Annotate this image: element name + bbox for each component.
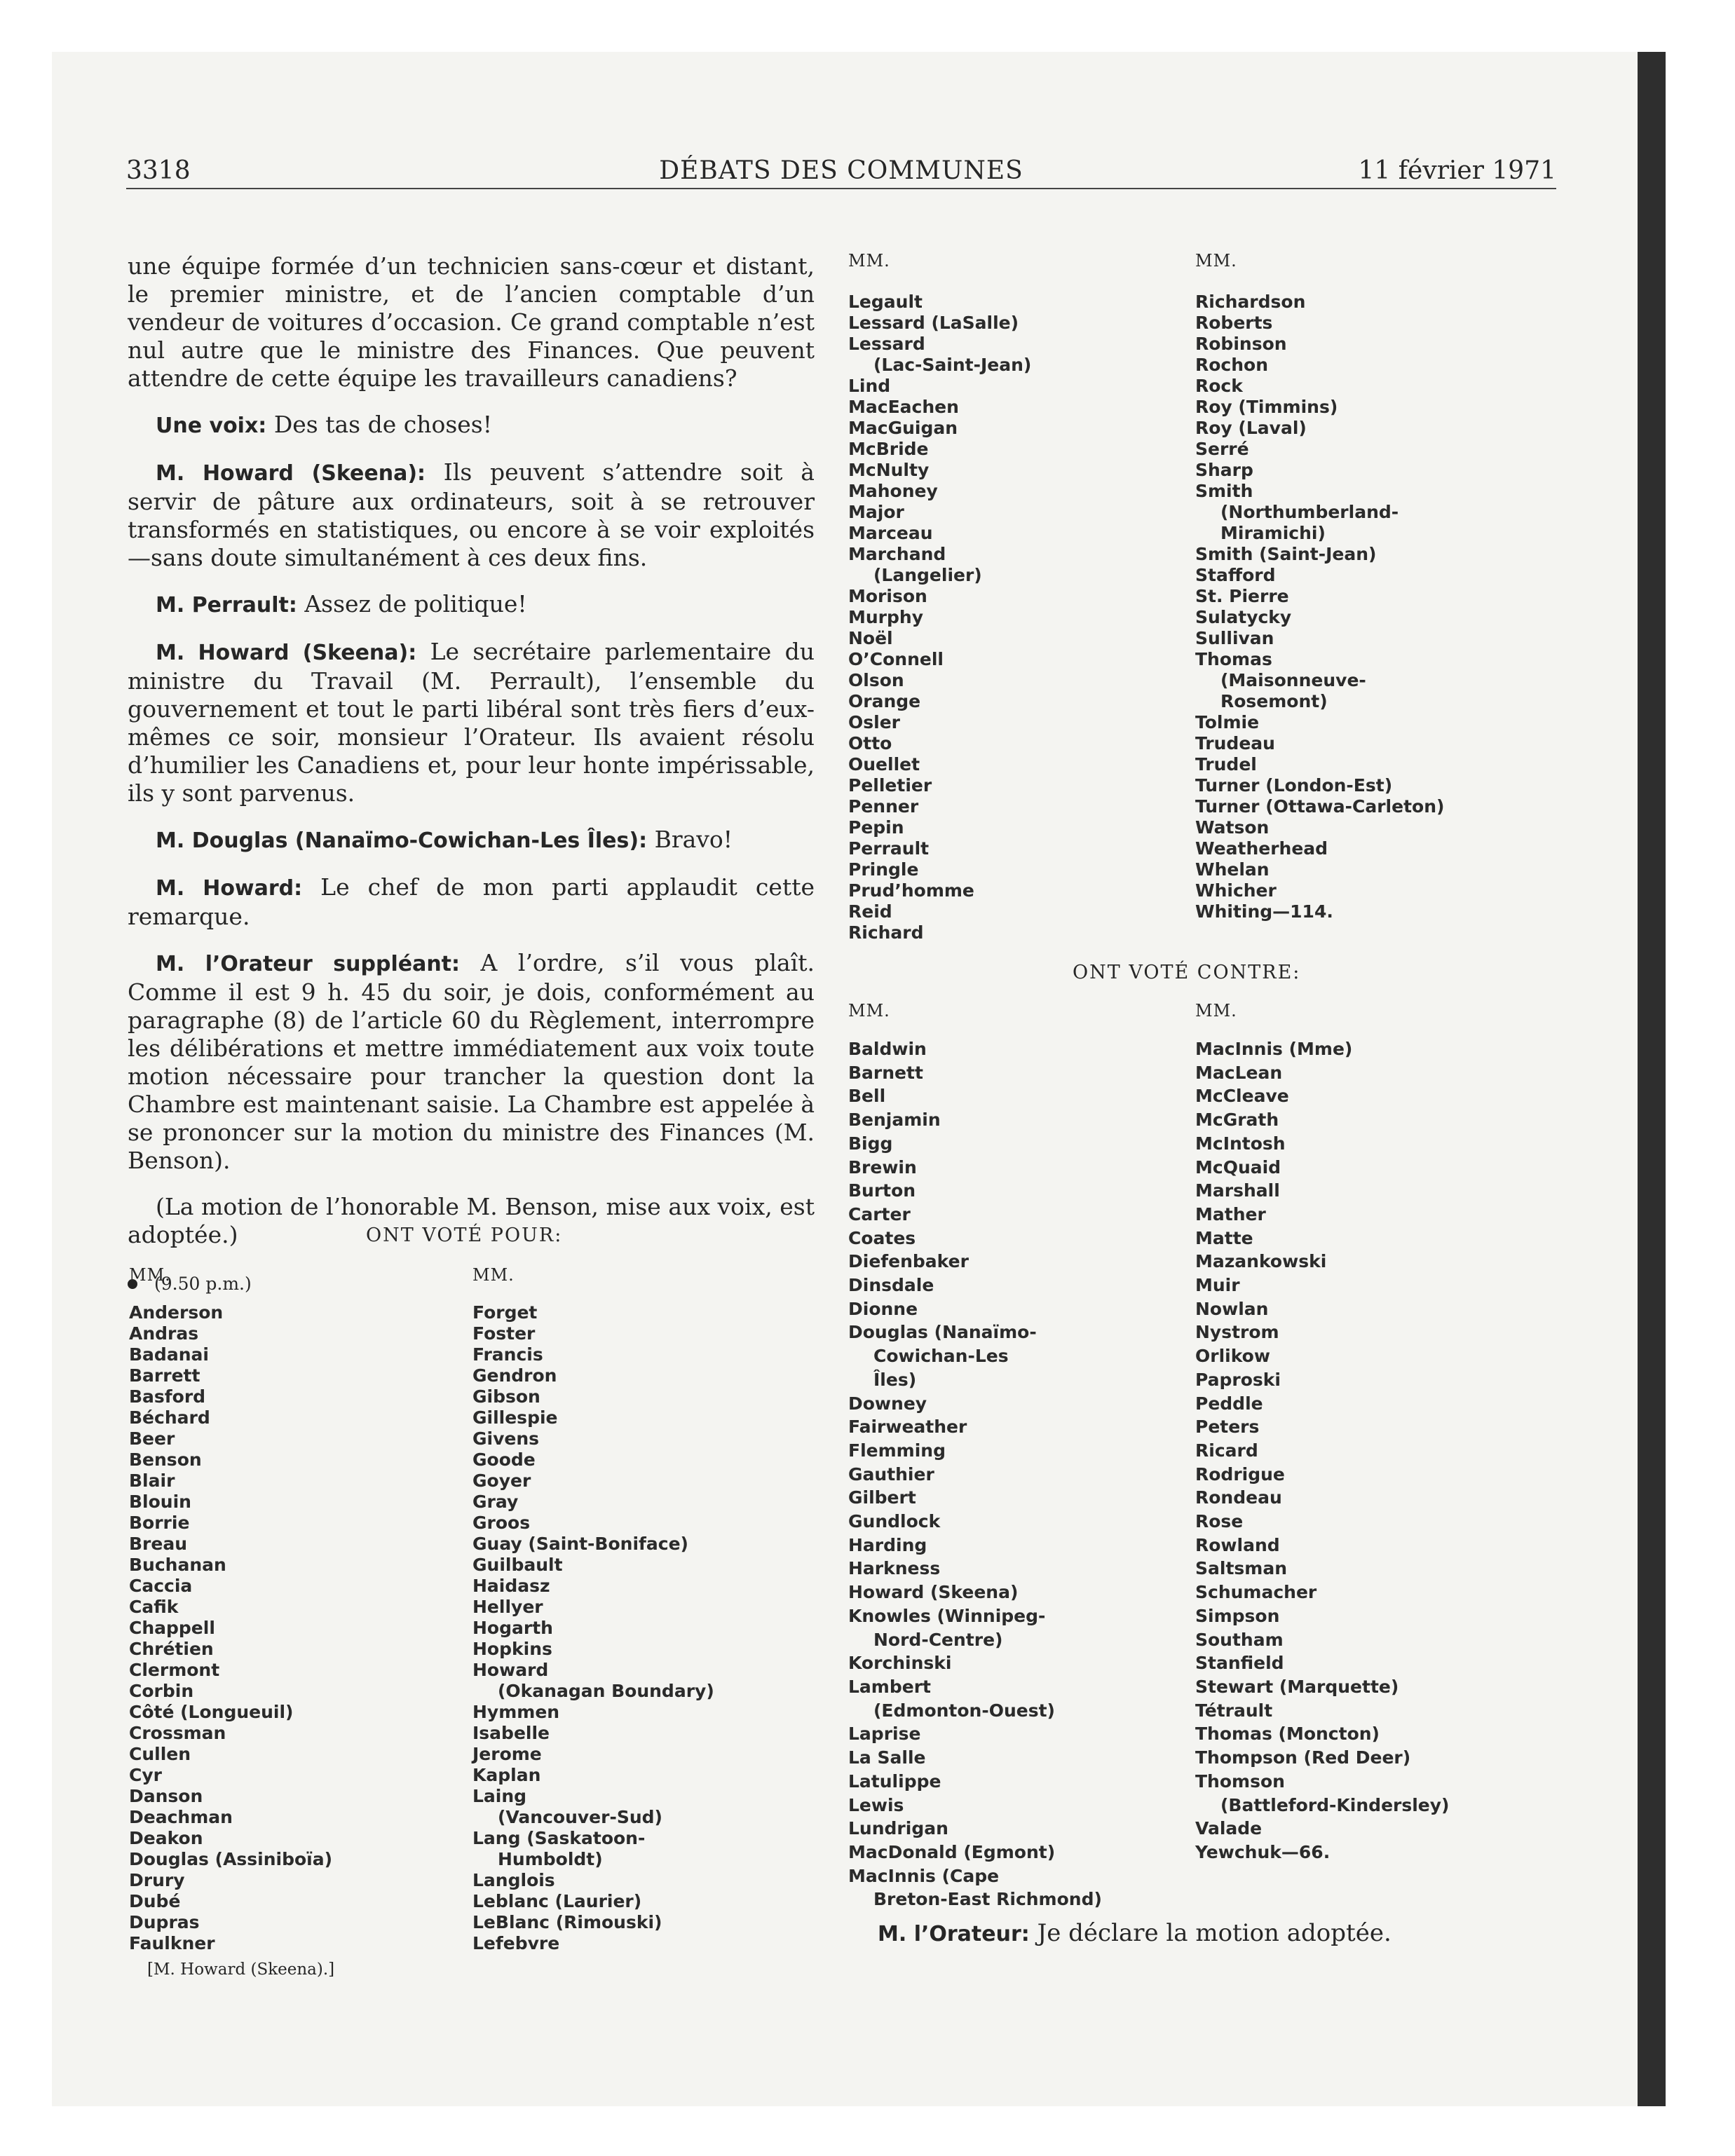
member-name: Knowles (Winnipeg- Nord-Centre) <box>848 1605 1046 1650</box>
member-name: Prud’homme <box>848 880 974 901</box>
member-name: Gendron <box>472 1365 557 1386</box>
member-name: Dupras <box>129 1912 200 1932</box>
member-name: MacDonald (Egmont) <box>848 1841 1056 1862</box>
member-name: Francis <box>472 1344 543 1365</box>
member-name: Cullen <box>129 1744 191 1764</box>
member-name: Tétrault <box>1195 1700 1273 1721</box>
member-name: Laprise <box>848 1724 921 1745</box>
member-name: Penner <box>848 796 919 817</box>
member-name: Diefenbaker <box>848 1251 969 1272</box>
member-name: Peters <box>1195 1417 1260 1438</box>
member-name: Roberts <box>1195 313 1273 333</box>
member-name: Nowlan <box>1195 1298 1269 1319</box>
paragraph <box>128 638 815 807</box>
member-name: Douglas (Assiniboïa) <box>129 1849 333 1869</box>
paragraph-text: A l’ordre, s’il vous plaît. Comme il est 9 h. 45 du soir, je dois, conformément au paragraphe (8) de l’article 60 du Règlement, interrompre les délibérations et mettre immédiatement aux voix toute motion nécessaire pour trancher la question dont la Chambre est maintenant saisie. La Chambre est appelée à se prononcer sur la motion du ministre des Finances (M. Benson). <box>128 949 815 1174</box>
member-name: Turner (Ottawa-Carleton) <box>1195 796 1445 817</box>
member-name: Brewin <box>848 1157 917 1178</box>
member-name: Laing (Vancouver-Sud) <box>472 1786 662 1827</box>
member-name: McQuaid <box>1195 1157 1281 1178</box>
member-name: MacGuigan <box>848 418 958 438</box>
member-name: Badanai <box>129 1344 209 1365</box>
speaker: M. Howard (Skeena): <box>156 461 426 486</box>
paragraph-text: Bravo! <box>654 826 733 853</box>
member-name: Schumacher <box>1195 1582 1317 1603</box>
member-name: Paproski <box>1195 1369 1281 1390</box>
member-name: Foster <box>472 1323 536 1344</box>
member-name: Richard <box>848 922 924 943</box>
member-name: Hogarth <box>472 1618 553 1638</box>
member-name: Ouellet <box>848 754 920 775</box>
member-name: Lambert (Edmonton-Ouest) <box>848 1676 1055 1721</box>
member-name: McNulty <box>848 460 930 480</box>
member-name: Breau <box>129 1534 188 1554</box>
publication-title: DÉBATS DES COMMUNES <box>659 156 1023 185</box>
member-name: Whiting—114. <box>1195 901 1333 922</box>
member-name: Corbin <box>129 1681 194 1701</box>
member-name: Gilbert <box>848 1487 916 1508</box>
member-name: Rodrigue <box>1195 1464 1285 1485</box>
member-name: Muir <box>1195 1275 1240 1296</box>
member-name: Beer <box>129 1428 175 1449</box>
member-name: Caccia <box>129 1576 193 1596</box>
paragraph <box>128 411 815 440</box>
member-name: Basford <box>129 1386 206 1407</box>
final-statement <box>878 1919 1392 1949</box>
votes-for-column-1 <box>129 1302 458 1954</box>
member-name: Kaplan <box>472 1765 541 1785</box>
member-name: Thompson (Red Deer) <box>1195 1747 1411 1768</box>
member-name: Jerome <box>472 1744 542 1764</box>
column-header: MM. <box>1195 251 1237 271</box>
header-rule <box>126 188 1556 189</box>
member-name: Deakon <box>129 1828 203 1848</box>
member-name: Sullivan <box>1195 628 1274 648</box>
column-header: MM. <box>848 251 890 271</box>
member-name: Roy (Laval) <box>1195 418 1307 438</box>
member-name: Hellyer <box>472 1597 543 1617</box>
paragraph-text: (La motion de l’honorable M. Benson, mise aux voix, est adoptée.) <box>128 1193 815 1248</box>
member-name: Thomas (Maisonneuve- Rosemont) <box>1195 649 1366 711</box>
member-name: Murphy <box>848 607 923 627</box>
member-name: Pelletier <box>848 775 932 796</box>
member-name: Isabelle <box>472 1723 550 1743</box>
member-name: Thomas (Moncton) <box>1195 1724 1380 1745</box>
member-name: Forget <box>472 1302 538 1323</box>
member-name: Baldwin <box>848 1039 927 1059</box>
paragraph-text: Ils peuvent s’attendre soit à servir de pâture aux ordinateurs, soit à se retrouver transformés en statistiques, ou encore à se voir exploités—sans doute simultanément à ces deux fins. <box>128 458 815 571</box>
member-name: Perrault <box>848 838 930 859</box>
member-name: Reid <box>848 901 892 922</box>
member-name: La Salle <box>848 1747 926 1768</box>
member-name: Smith (Saint-Jean) <box>1195 544 1377 564</box>
paragraph <box>128 458 815 572</box>
member-name: Rochon <box>1195 355 1269 375</box>
member-name: Pepin <box>848 817 904 838</box>
member-name: Burton <box>848 1180 916 1201</box>
member-name: Gillespie <box>472 1407 558 1428</box>
member-name: Drury <box>129 1870 185 1890</box>
member-name: Marshall <box>1195 1180 1280 1201</box>
member-name: Simpson <box>1195 1605 1280 1626</box>
member-name: Korchinski <box>848 1653 952 1674</box>
member-name: Saltsman <box>1195 1558 1287 1579</box>
speaker: Une voix: <box>156 414 267 438</box>
votes-against-heading: ONT VOTÉ CONTRE: <box>1073 962 1301 983</box>
paragraph <box>128 252 815 393</box>
member-name: Flemming <box>848 1440 946 1461</box>
member-name: Deachman <box>129 1807 233 1827</box>
member-name: Howard (Okanagan Boundary) <box>472 1660 714 1701</box>
member-name: Robinson <box>1195 334 1287 354</box>
member-name: Cyr <box>129 1765 162 1785</box>
member-name: Lefebvre <box>472 1933 560 1953</box>
member-name: Mazankowski <box>1195 1251 1327 1272</box>
member-name: Leblanc (Laurier) <box>472 1891 642 1911</box>
timestamp <box>128 1270 815 1298</box>
member-name: MacLean <box>1195 1062 1283 1083</box>
member-name: Latulippe <box>848 1770 941 1792</box>
member-name: Thomson (Battleford-Kindersley) <box>1195 1770 1450 1815</box>
member-name: Barrett <box>129 1365 200 1386</box>
member-name: Valade <box>1195 1818 1263 1839</box>
member-name: Hopkins <box>472 1639 552 1659</box>
member-name: Yewchuk—66. <box>1195 1841 1331 1862</box>
member-name: Marchand (Langelier) <box>848 544 982 585</box>
member-name: Douglas (Nanaïmo- Cowichan-Les Îles) <box>848 1322 1037 1390</box>
member-name: Peddle <box>1195 1393 1263 1414</box>
member-name: Morison <box>848 586 927 606</box>
closing-note: [M. Howard (Skeena).] <box>147 1960 335 1979</box>
member-name: O’Connell <box>848 649 944 669</box>
page-binding-edge <box>1638 52 1666 2106</box>
member-name: Rock <box>1195 376 1243 396</box>
member-name: Rondeau <box>1195 1487 1282 1508</box>
paragraph <box>128 949 815 1175</box>
votes-against-column-2 <box>1195 1037 1560 1864</box>
member-name: Lang (Saskatoon- Humboldt) <box>472 1828 646 1869</box>
member-name: MacInnis (Mme) <box>1195 1039 1353 1059</box>
timestamp-text: (9.50 p.m.) <box>154 1274 252 1294</box>
member-name: Orlikow <box>1195 1346 1270 1367</box>
member-name: Côté (Longueuil) <box>129 1702 294 1722</box>
member-name: Lind <box>848 376 891 396</box>
member-name: Matte <box>1195 1227 1253 1248</box>
debate-text <box>128 252 815 1298</box>
column-header: MM. <box>129 1265 171 1285</box>
statement-text: Je déclare la motion adoptée. <box>1037 1919 1392 1947</box>
member-name: Whicher <box>1195 880 1277 901</box>
speaker: M. Howard (Skeena): <box>156 641 417 665</box>
member-name: Gundlock <box>848 1511 941 1532</box>
member-name: Sharp <box>1195 460 1253 480</box>
paragraph <box>128 590 815 620</box>
votes-for-column-4 <box>1195 292 1560 922</box>
member-name: Gauthier <box>848 1464 934 1485</box>
member-name: McBride <box>848 439 929 459</box>
member-name: Trudel <box>1195 754 1257 775</box>
member-name: Lessard (LaSalle) <box>848 313 1019 333</box>
member-name: Cafik <box>129 1597 179 1617</box>
member-name: Gray <box>472 1492 519 1512</box>
member-name: Anderson <box>129 1302 224 1323</box>
member-name: Chrétien <box>129 1639 214 1659</box>
member-name: Béchard <box>129 1407 210 1428</box>
member-name: Groos <box>472 1513 531 1533</box>
member-name: Roy (Timmins) <box>1195 397 1338 417</box>
member-name: Dionne <box>848 1298 918 1319</box>
member-name: Mahoney <box>848 481 938 501</box>
member-name: Howard (Skeena) <box>848 1582 1019 1603</box>
member-name: Lundrigan <box>848 1818 948 1839</box>
member-name: Legault <box>848 292 923 312</box>
member-name: Goode <box>472 1449 536 1470</box>
speaker: M. l’Orateur: <box>878 1922 1030 1946</box>
member-name: Bell <box>848 1086 886 1107</box>
member-name: Danson <box>129 1786 203 1806</box>
member-name: Pringle <box>848 859 919 880</box>
member-name: McIntosh <box>1195 1133 1286 1154</box>
paragraph-text: Le chef de mon parti applaudit cette remarque. <box>128 873 815 930</box>
member-name: Langlois <box>472 1870 555 1890</box>
member-name: Coates <box>848 1227 916 1248</box>
member-name: Crossman <box>129 1723 226 1743</box>
member-name: St. Pierre <box>1195 586 1289 606</box>
member-name: Haidasz <box>472 1576 550 1596</box>
member-name: McCleave <box>1195 1086 1289 1107</box>
member-name: Smith (Northumberland- Miramichi) <box>1195 481 1399 543</box>
member-name: Blair <box>129 1471 175 1491</box>
member-name: Harkness <box>848 1558 941 1579</box>
member-name: Givens <box>472 1428 540 1449</box>
member-name: Osler <box>848 712 900 732</box>
votes-for-column-2 <box>472 1302 837 1954</box>
member-name: Andras <box>129 1323 199 1344</box>
member-name: Ricard <box>1195 1440 1258 1461</box>
member-name: Downey <box>848 1393 927 1414</box>
votes-for-column-3 <box>848 292 1178 943</box>
member-name: Goyer <box>472 1471 531 1491</box>
member-name: Rose <box>1195 1511 1244 1532</box>
paragraph-text: une équipe formée d’un technicien sans-cœur et distant, le premier ministre, et de l’ancien comptable d’un vendeur de voitures d’occasion. Ce grand comptable n’est nul autre que le ministre des Finances. Que peuvent attendre de cette équipe les travailleurs canadiens? <box>128 252 815 392</box>
speaker: M. Howard: <box>156 876 303 901</box>
member-name: Turner (London-Est) <box>1195 775 1393 796</box>
paragraph-text: Assez de politique! <box>304 590 527 618</box>
member-name: Hymmen <box>472 1702 560 1722</box>
member-name: Noël <box>848 628 893 648</box>
votes-for-heading: ONT VOTÉ POUR: <box>366 1224 563 1246</box>
speaker: M. Perrault: <box>156 593 297 618</box>
member-name: Dubé <box>129 1891 181 1911</box>
paragraph-text: Le secrétaire parlementaire du ministre du Travail (M. Perrault), l’ensemble du gouvernement et tout le parti libéral sont très fiers d’eux-mêmes ce soir, monsieur l’Orateur. Ils avaient résolu d’humilier les Canadiens et, pour leur honte impérissable, ils y sont parvenus. <box>128 638 815 807</box>
member-name: Marceau <box>848 523 933 543</box>
member-name: Lewis <box>848 1794 904 1815</box>
member-name: Chappell <box>129 1618 215 1638</box>
member-name: Benjamin <box>848 1110 941 1131</box>
member-name: Stanfield <box>1195 1653 1284 1674</box>
member-name: Olson <box>848 670 904 690</box>
running-header <box>126 154 1556 188</box>
member-name: Whelan <box>1195 859 1270 880</box>
votes-against-column-1 <box>848 1037 1185 1911</box>
member-name: Fairweather <box>848 1417 967 1438</box>
member-name: Watson <box>1195 817 1270 838</box>
member-name: Tolmie <box>1195 712 1260 732</box>
member-name: LeBlanc (Rimouski) <box>472 1912 662 1932</box>
member-name: Nystrom <box>1195 1322 1279 1343</box>
column-header: MM. <box>1195 1001 1237 1021</box>
member-name: Rowland <box>1195 1534 1280 1555</box>
speaker: M. l’Orateur suppléant: <box>156 952 461 976</box>
member-name: Guilbault <box>472 1555 563 1575</box>
member-name: McGrath <box>1195 1110 1279 1131</box>
paragraph <box>128 873 815 931</box>
member-name: Borrie <box>129 1513 190 1533</box>
page-date: 11 février 1971 <box>1358 156 1556 185</box>
member-name: Faulkner <box>129 1933 215 1953</box>
member-name: Southam <box>1195 1629 1284 1650</box>
member-name: MacEachen <box>848 397 959 417</box>
member-name: Dinsdale <box>848 1275 934 1296</box>
member-name: Gibson <box>472 1386 540 1407</box>
page-number: 3318 <box>126 156 191 185</box>
member-name: Sulatycky <box>1195 607 1292 627</box>
member-name: Otto <box>848 733 892 753</box>
member-name: Trudeau <box>1195 733 1275 753</box>
member-name: Weatherhead <box>1195 838 1328 859</box>
member-name: Barnett <box>848 1062 923 1083</box>
member-name: Harding <box>848 1534 927 1555</box>
member-name: Blouin <box>129 1492 191 1512</box>
speaker: M. Douglas (Nanaïmo-Cowichan-Les Îles): <box>156 828 648 853</box>
member-name: Stafford <box>1195 565 1276 585</box>
paragraph <box>128 826 815 855</box>
member-name: Mather <box>1195 1203 1266 1224</box>
member-name: Richardson <box>1195 292 1306 312</box>
column-header: MM. <box>472 1265 515 1285</box>
member-name: Serré <box>1195 439 1249 459</box>
member-name: Guay (Saint-Boniface) <box>472 1534 688 1554</box>
column-header: MM. <box>848 1001 890 1021</box>
member-name: Buchanan <box>129 1555 226 1575</box>
member-name: Carter <box>848 1203 911 1224</box>
member-name: Major <box>848 502 904 522</box>
member-name: Stewart (Marquette) <box>1195 1676 1399 1697</box>
member-name: Bigg <box>848 1133 893 1154</box>
member-name: Benson <box>129 1449 202 1470</box>
member-name: MacInnis (Cape Breton-East Richmond) <box>848 1865 1102 1910</box>
member-name: Lessard (Lac-Saint-Jean) <box>848 334 1032 375</box>
paragraph-text: Des tas de choses! <box>273 411 492 438</box>
member-name: Orange <box>848 691 921 711</box>
member-name: Clermont <box>129 1660 220 1680</box>
